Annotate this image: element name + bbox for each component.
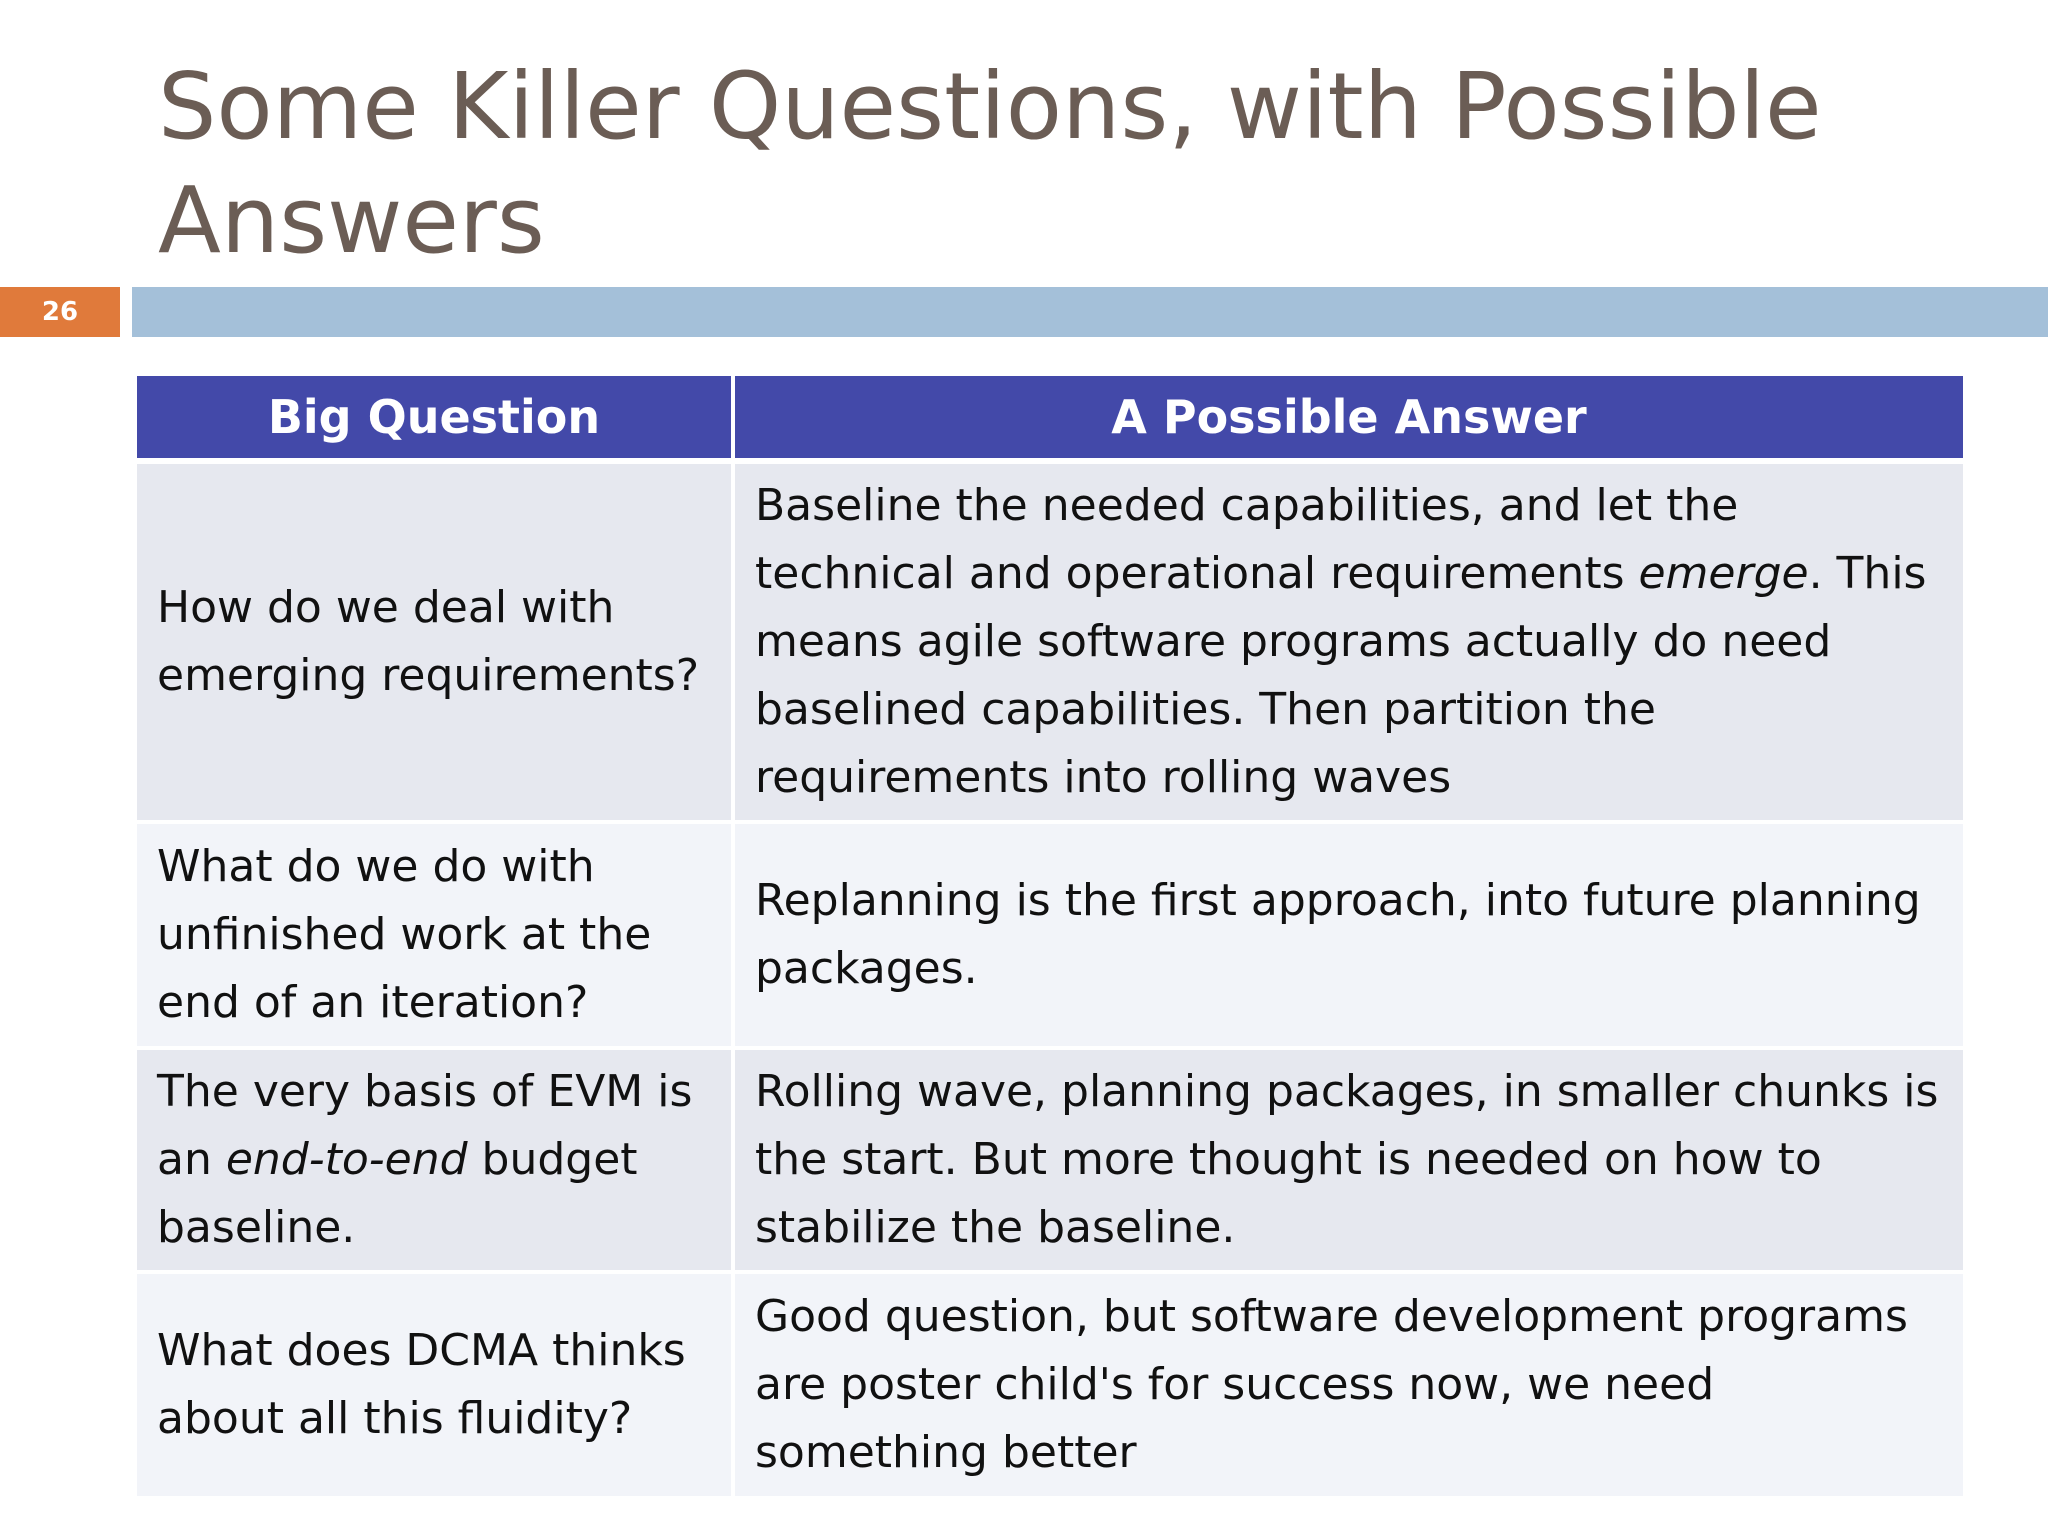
table-row: [137, 1048, 1963, 1272]
question-cell: What do we do with unfinished work at the end of an iteration?: [137, 822, 733, 1048]
table-row: [137, 1272, 1963, 1498]
question-emphasis: end-to-end: [225, 1134, 468, 1185]
table-row: [137, 461, 1963, 822]
column-header-answer: A Possible Answer: [733, 376, 1963, 461]
answer-cell: [733, 461, 1963, 822]
questions-answers-table: [137, 376, 1963, 1500]
answer-cell: Good question, but software development programs are poster child's for success now, we need something better: [733, 1272, 1963, 1498]
title-divider-bar: [132, 287, 2048, 337]
question-cell: What does DCMA thinks about all this fluidity?: [137, 1272, 733, 1498]
page-number-badge: 26: [0, 287, 120, 337]
table-row: [137, 822, 1963, 1048]
question-cell: [137, 1048, 733, 1272]
answer-cell: Replanning is the first approach, into future planning packages.: [733, 822, 1963, 1048]
answer-emphasis: emerge: [1638, 548, 1809, 599]
question-cell: How do we deal with emerging requirements?: [137, 461, 733, 822]
answer-text: . This means agile software programs actually do need baselined capabilities. Then partition the requirements into rolling waves: [755, 548, 1927, 803]
question-text: budget baseline.: [157, 1134, 638, 1253]
table-header-row: [137, 376, 1963, 461]
question-text: The very basis of EVM is an: [157, 1066, 693, 1185]
column-header-question: Big Question: [137, 376, 733, 461]
answer-text: Baseline the needed capabilities, and let the technical and operational requirements: [755, 480, 1739, 599]
answer-cell: Rolling wave, planning packages, in smaller chunks is the start. But more thought is needed on how to stabilize the baseline.: [733, 1048, 1963, 1272]
slide-title: Some Killer Questions, with Possible Answers: [158, 53, 1822, 274]
